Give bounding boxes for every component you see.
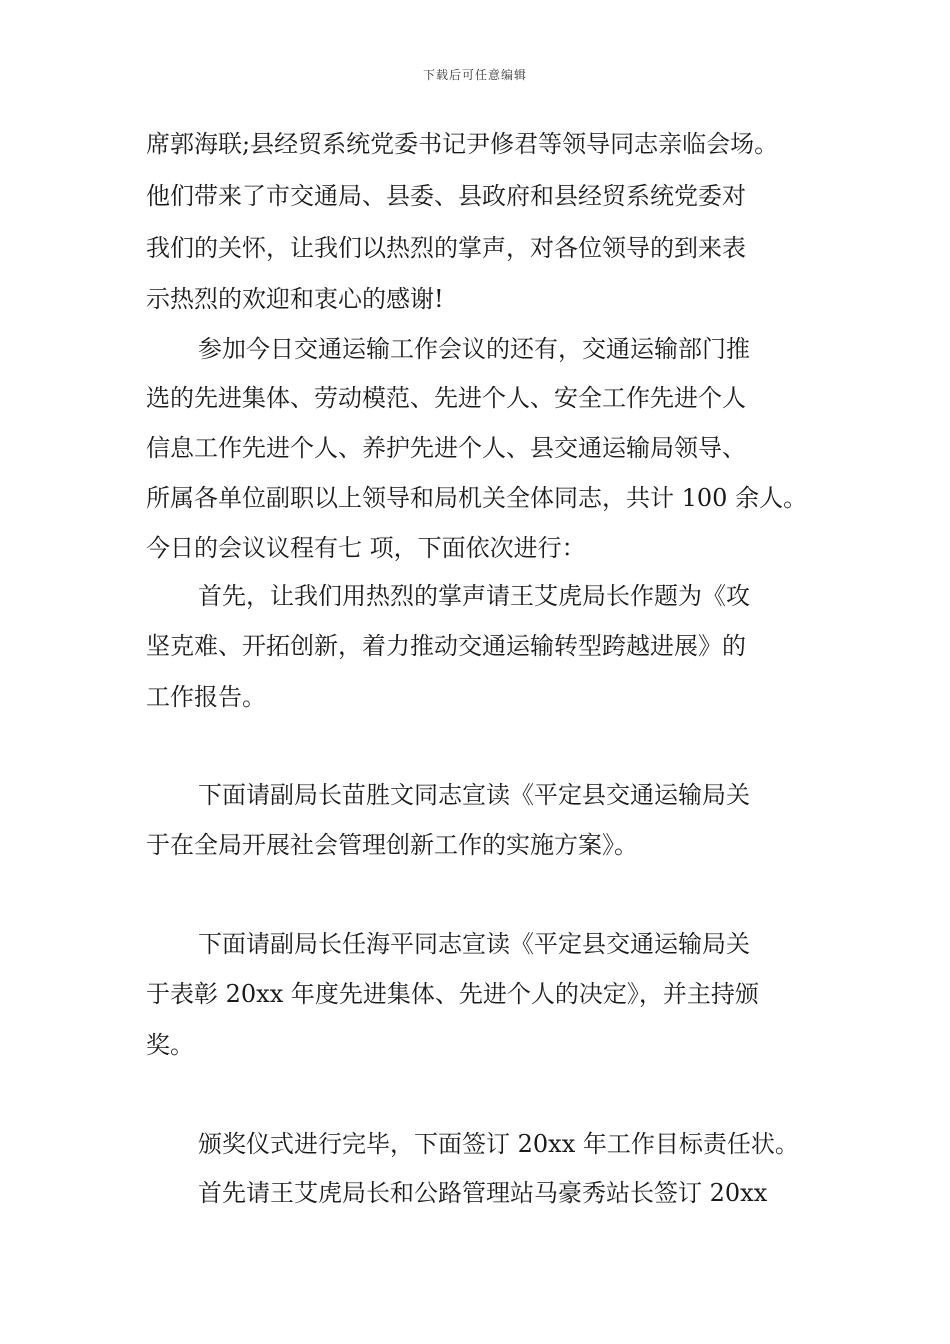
text-line: 首先，让我们用热烈的掌声请王艾虎局长作题为《攻 <box>198 582 750 610</box>
text-line: 工作报告。 <box>146 683 266 711</box>
text-line: 于在全局开展社会管理创新工作的实施方案》。 <box>146 831 638 859</box>
text-line: 信息工作先进个人、养护先进个人、县交通运输局领导、 <box>146 434 746 462</box>
text-line: 所属各单位副职以上领导和局机关全体同志，共计 100 余人。 <box>146 484 808 512</box>
text-line: 首先请王艾虎局长和公路管理站马豪秀站长签订 20xx <box>198 1179 768 1207</box>
text-line: 参加今日交通运输工作会议的还有，交通运输部门推 <box>198 335 750 363</box>
text-line: 今日的会议议程有七 项，下面依次进行： <box>146 534 586 562</box>
text-line: 我们的关怀，让我们以热烈的掌声，对各位领导的到来表 <box>146 234 746 262</box>
text-line: 颁奖仪式进行完毕，下面签订 20xx 年工作目标责任状。 <box>198 1130 799 1158</box>
text-line: 下面请副局长苗胜文同志宣读《平定县交通运输局关 <box>198 781 750 809</box>
text-line: 下面请副局长任海平同志宣读《平定县交通运输局关 <box>198 930 750 958</box>
text-line: 席郭海联;县经贸系统党委书记尹修君等领导同志亲临会场。 <box>146 130 779 158</box>
text-line: 示热烈的欢迎和衷心的感谢! <box>146 285 444 313</box>
text-line: 选的先进集体、劳动模范、先进个人、安全工作先进个人 <box>146 384 746 412</box>
text-line: 奖。 <box>146 1031 194 1059</box>
text-line: 于表彰 20xx 年度先进集体、先进个人的决定》，并主持颁 <box>146 980 759 1008</box>
text-line: 坚克难、开拓创新，着力推动交通运输转型跨越进展》的 <box>146 632 746 660</box>
page-header: 下载后可任意编辑 <box>422 68 527 82</box>
text-line: 他们带来了市交通局、县委、县政府和县经贸系统党委对 <box>146 182 746 210</box>
